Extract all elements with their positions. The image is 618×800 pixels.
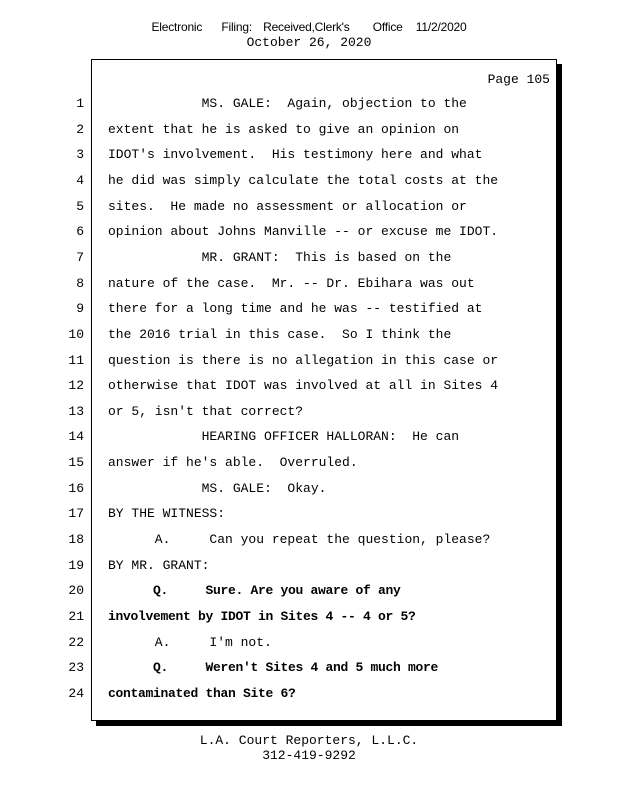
line-number: 13: [68, 403, 84, 419]
transcript-line: [0, 506, 560, 528]
line-text: BY MR. GRANT:: [108, 557, 210, 573]
line-text: extent that he is asked to give an opinion on: [108, 121, 460, 137]
page-number: Page 105: [487, 72, 550, 87]
court-reporter-phone: 312-419-9292: [262, 748, 356, 763]
transcript-line: [0, 199, 560, 221]
line-text: the 2016 trial in this case. So I think the: [108, 326, 452, 342]
line-text: BY THE WITNESS:: [108, 506, 226, 522]
transcript-line: [0, 301, 560, 323]
line-number: 20: [68, 583, 84, 599]
line-number: 4: [76, 172, 84, 188]
line-number: 11: [68, 352, 84, 368]
line-number: 14: [68, 429, 84, 445]
line-text: Q. Sure. Are you aware of any: [108, 583, 401, 599]
transcript-line: [0, 455, 560, 477]
line-number: 7: [76, 249, 84, 265]
transcript-line: [0, 558, 560, 580]
line-number: 8: [76, 275, 84, 291]
line-text: IDOT's involvement. His testimony here and what: [108, 147, 483, 163]
line-number: 12: [68, 378, 84, 394]
transcript-line: [0, 481, 560, 503]
line-text: question is there is no allegation in this case or: [108, 352, 499, 368]
line-number: 21: [68, 609, 84, 624]
line-number: 6: [76, 224, 84, 240]
line-text: or 5, isn't that correct?: [108, 403, 304, 419]
transcript-line: [0, 173, 560, 195]
line-text: there for a long time and he was -- testified at: [108, 301, 483, 317]
transcript-line: [0, 583, 560, 605]
transcript-line: [0, 532, 560, 554]
transcript-line: [0, 147, 560, 169]
stamp-received-clerks: Received,Clerk's: [263, 20, 350, 34]
court-reporter-firm: L.A. Court Reporters, L.L.C.: [199, 733, 419, 748]
transcript-line: [0, 660, 560, 682]
line-text: involvement by IDOT in Sites 4 -- 4 or 5?: [108, 609, 416, 624]
line-text: contaminated than Site 6?: [108, 685, 296, 701]
line-text: MS. GALE: Okay.: [108, 480, 327, 496]
line-number: 1: [76, 96, 84, 111]
transcript-line: [0, 250, 560, 272]
e-filing-stamp: [0, 20, 618, 34]
line-number: 22: [68, 634, 84, 650]
transcript-line: [0, 609, 560, 631]
transcript-line: [0, 353, 560, 375]
stamp-filing-date: 11/2/2020: [415, 20, 467, 34]
transcript-line: [0, 96, 560, 118]
line-number: 18: [68, 532, 84, 547]
line-number: 3: [76, 147, 84, 163]
line-text: A. I'm not.: [108, 634, 272, 650]
transcript-line: [0, 404, 560, 426]
line-text: opinion about Johns Manville -- or excuse me IDOT.: [108, 224, 499, 240]
line-number: 24: [68, 685, 84, 701]
transcript-line: [0, 327, 560, 349]
line-text: HEARING OFFICER HALLORAN: He can: [108, 429, 460, 445]
stamp-office: Office: [372, 20, 403, 34]
line-text: MS. GALE: Again, objection to the: [108, 96, 467, 111]
line-number: 2: [76, 121, 84, 137]
transcript-line: [0, 224, 560, 246]
line-text: sites. He made no assessment or allocation or: [108, 198, 467, 214]
line-text: nature of the case. Mr. -- Dr. Ebihara was out: [108, 275, 475, 291]
line-number: 15: [68, 455, 84, 471]
line-text: otherwise that IDOT was involved at all in Sites 4: [108, 378, 499, 394]
line-number: 5: [76, 198, 84, 214]
transcript-line: [0, 686, 560, 708]
line-number: 16: [68, 480, 84, 496]
transcript-line: [0, 378, 560, 400]
line-number: 10: [68, 326, 84, 342]
transcript-line: [0, 122, 560, 144]
transcript-line: [0, 635, 560, 657]
stamp-electronic: Electronic: [151, 20, 203, 34]
line-text: Q. Weren't Sites 4 and 5 much more: [108, 660, 439, 676]
line-text: answer if he's able. Overruled.: [108, 455, 358, 471]
line-number: 23: [68, 660, 84, 676]
line-text: he did was simply calculate the total costs at the: [108, 172, 499, 188]
stamp-filing: Filing:: [221, 20, 252, 34]
line-text: A. Can you repeat the question, please?: [108, 532, 491, 547]
transcript-line: [0, 429, 560, 451]
transcript-line: [0, 276, 560, 298]
line-number: 17: [68, 506, 84, 522]
line-text: MR. GRANT: This is based on the: [108, 249, 452, 265]
document-date: October 26, 2020: [246, 35, 372, 50]
line-number: 19: [68, 557, 84, 573]
line-number: 9: [76, 301, 84, 317]
